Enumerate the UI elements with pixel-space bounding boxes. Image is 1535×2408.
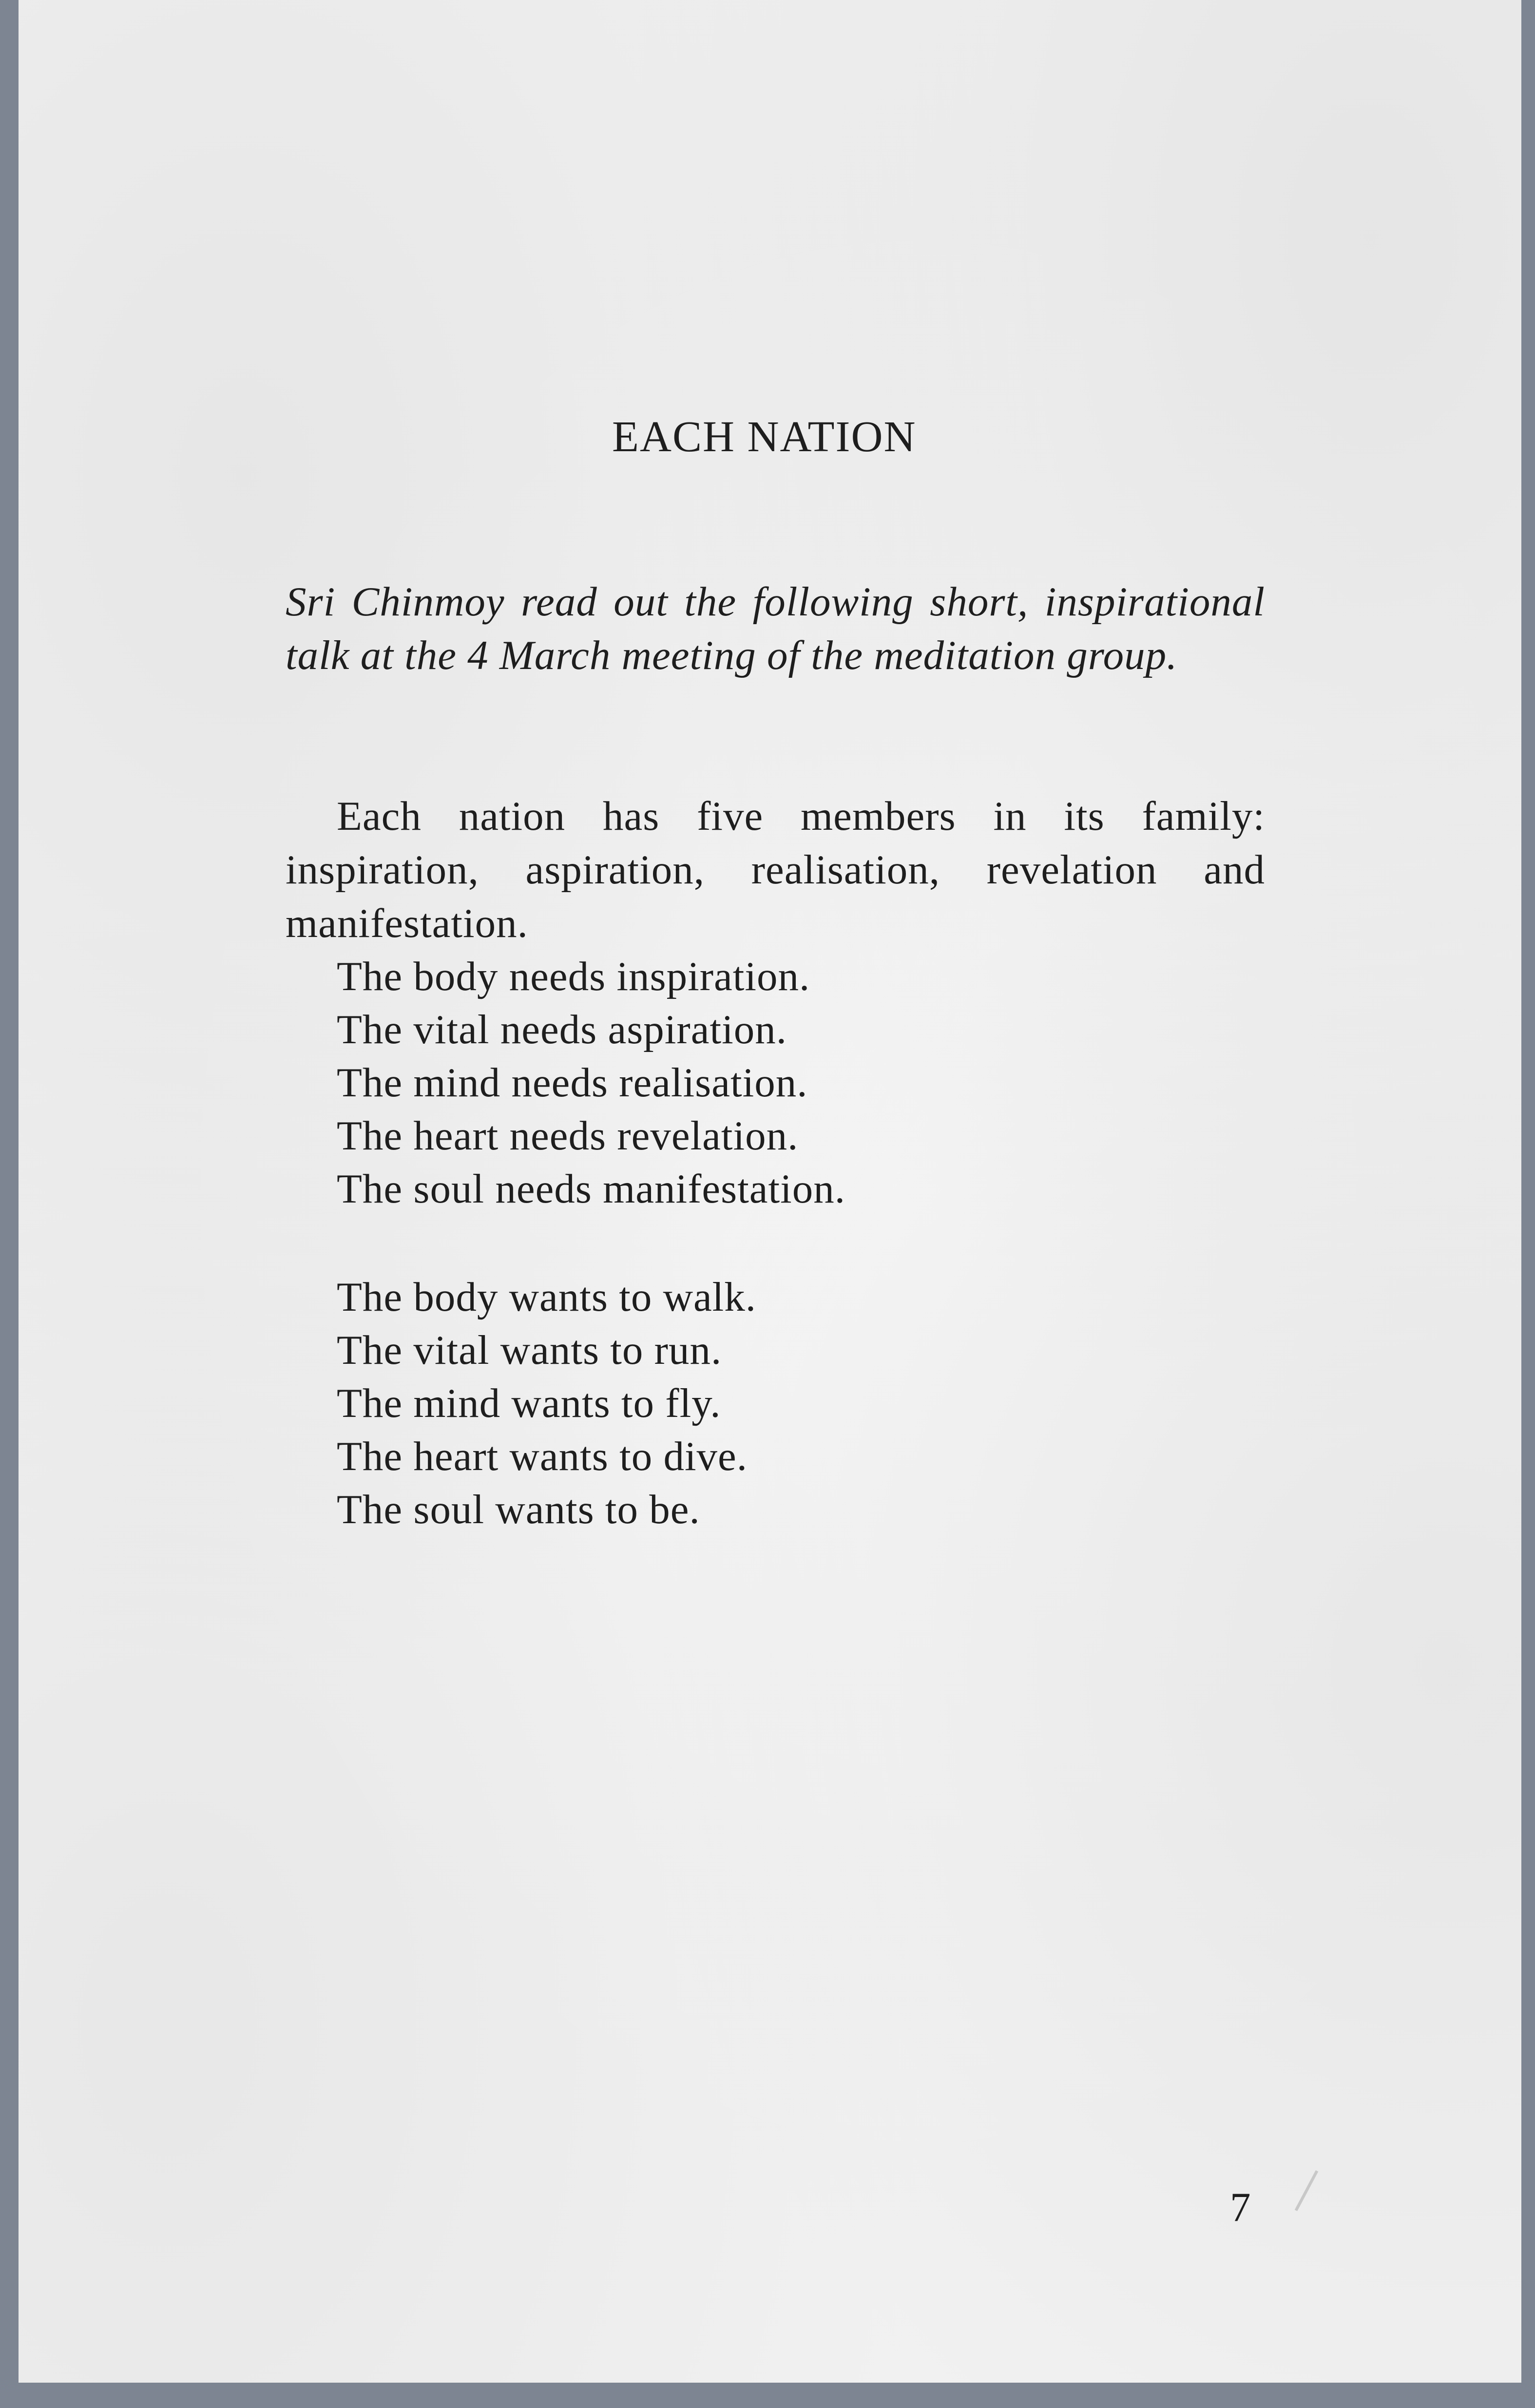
intro-note: Sri Chinmoy read out the following short, inspirational talk at the 4 March meeting of the meditation group. [286,579,1265,678]
pencil-mark [1295,2170,1318,2211]
verse-line: The heart needs revelation. [337,1113,799,1159]
verse-line: The vital needs aspiration. [337,1007,787,1052]
page-number: 7 [1230,2184,1251,2230]
verse-line: The mind wants to fly. [337,1380,721,1426]
verse-line: The body wants to walk. [337,1274,757,1320]
needs-verse [337,950,845,1216]
book-page [19,0,1521,2383]
page-title: EACH NATION [612,413,917,461]
verse-line: The heart wants to dive. [337,1433,748,1479]
wants-verse [337,1271,756,1536]
verse-line: The soul needs manifestation. [337,1166,846,1212]
verse-line: The vital wants to run. [337,1327,722,1373]
opening-paragraph: Each nation has five members in its family: inspiration, aspiration, realisation, revelation and manifestation. [286,793,1265,946]
verse-line: The body needs inspiration. [337,954,810,999]
verse-line: The soul wants to be. [337,1487,700,1532]
verse-line: The mind needs realisation. [337,1060,808,1106]
